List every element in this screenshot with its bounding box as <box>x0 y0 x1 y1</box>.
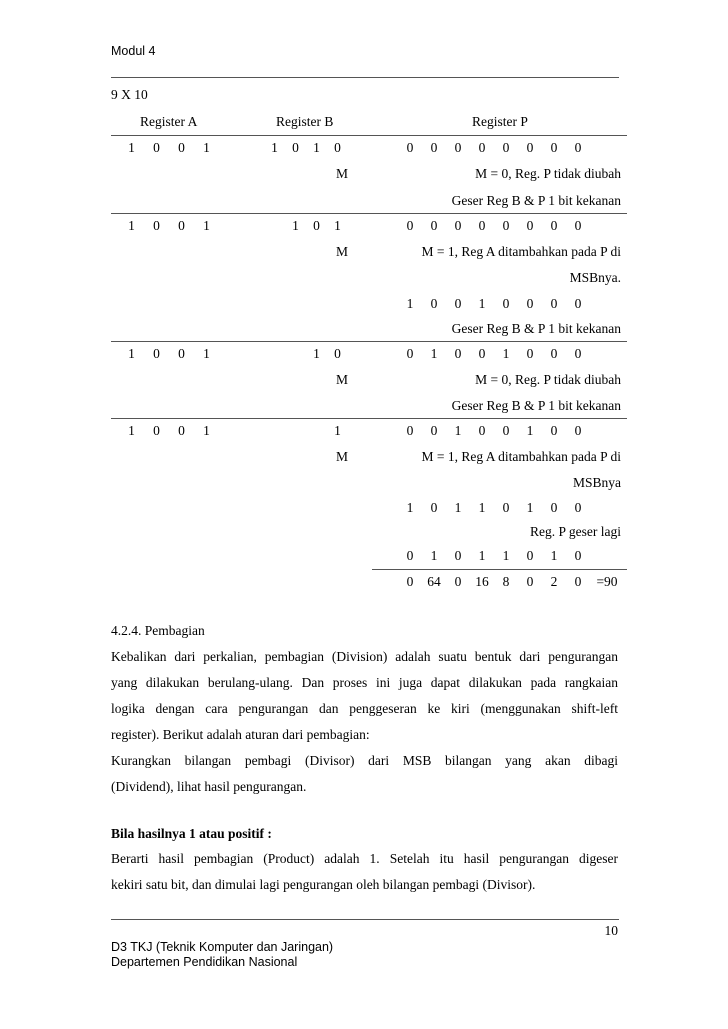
weight: 2 <box>550 574 558 589</box>
bit: 0 <box>454 218 462 233</box>
register-b-bits <box>264 140 348 156</box>
bit: 1 <box>478 548 486 563</box>
bit: 0 <box>550 296 558 311</box>
bit: 1 <box>430 548 438 563</box>
bit: 0 <box>454 296 462 311</box>
step-note: MSBnya <box>572 475 621 490</box>
step-note: Reg. P geser lagi <box>530 524 621 539</box>
step-note: M = 1, Reg A ditambahkan pada P di <box>421 449 621 464</box>
register-p-bits <box>398 423 590 439</box>
register-p-bits <box>398 346 590 362</box>
bit: 0 <box>478 218 486 233</box>
sum-rule <box>372 569 627 570</box>
bit: 1 <box>203 423 210 438</box>
register-a-bits <box>119 423 219 439</box>
step-note: MSBnya. <box>569 270 621 285</box>
bit: 0 <box>178 346 185 361</box>
bit: 1 <box>502 346 510 361</box>
bit: 1 <box>502 548 510 563</box>
weight: 8 <box>502 574 510 589</box>
bit: 1 <box>203 140 210 155</box>
bit: 1 <box>128 140 135 155</box>
bit: 0 <box>574 500 582 515</box>
bit: 0 <box>526 140 534 155</box>
bit: 0 <box>550 346 558 361</box>
bit: 0 <box>502 296 510 311</box>
bit: 1 <box>128 423 135 438</box>
step-note: M = 0, Reg. P tidak diubah <box>475 166 621 181</box>
bit: 0 <box>502 218 510 233</box>
register-p-bits <box>398 296 590 312</box>
bit: 1 <box>454 500 462 515</box>
bit: 0 <box>454 140 462 155</box>
bit: 0 <box>574 140 582 155</box>
bit: 1 <box>292 218 299 233</box>
bit: 1 <box>454 423 462 438</box>
bit: 0 <box>526 548 534 563</box>
bit: 1 <box>550 548 558 563</box>
bit: 0 <box>334 140 341 155</box>
register-b-bits <box>306 346 348 362</box>
bit: 0 <box>478 140 486 155</box>
bit: 1 <box>406 296 414 311</box>
bit: 0 <box>574 218 582 233</box>
weight: 0 <box>526 574 534 589</box>
bit: 0 <box>550 140 558 155</box>
register-p-bits <box>398 500 590 516</box>
example-title: 9 X 10 <box>111 87 148 102</box>
bit: 0 <box>526 218 534 233</box>
bit: 0 <box>574 346 582 361</box>
bit: 1 <box>526 500 534 515</box>
footer-department: Departemen Pendidikan Nasional <box>111 955 298 969</box>
step-note: Geser Reg B & P 1 bit kekanan <box>451 321 621 336</box>
register-a-bits <box>119 346 219 362</box>
multiplier-bit-label: M <box>336 166 349 181</box>
column-header-register-b: Register B <box>276 114 334 129</box>
bit: 1 <box>334 423 341 438</box>
bit: 0 <box>454 548 462 563</box>
bit: 1 <box>203 218 210 233</box>
bit: 0 <box>178 423 185 438</box>
bit-weights <box>398 574 624 590</box>
bit: 0 <box>406 218 414 233</box>
paragraph-line: register). Berikut adalah aturan dari pembagian: <box>111 727 370 742</box>
bit: 0 <box>574 548 582 563</box>
bit: 0 <box>478 346 486 361</box>
bit: 1 <box>313 346 320 361</box>
page-number: 10 <box>604 923 618 938</box>
weight: 0 <box>406 574 414 589</box>
bit: 1 <box>334 218 341 233</box>
multiplier-bit-label: M <box>336 244 349 259</box>
footer-institution: D3 TKJ (Teknik Komputer dan Jaringan) <box>111 940 334 954</box>
register-a-bits <box>119 218 219 234</box>
footer-rule <box>111 919 619 920</box>
register-p-bits <box>398 140 590 156</box>
paragraph-line: (Dividend), lihat hasil pengurangan. <box>111 779 307 794</box>
table-rule <box>111 418 627 419</box>
bit: 0 <box>502 140 510 155</box>
bit: 0 <box>430 423 438 438</box>
bit: 0 <box>430 218 438 233</box>
weight: 0 <box>574 574 582 589</box>
bit: 0 <box>430 140 438 155</box>
paragraph-line: yang dilakukan berulang-ulang. Dan proses ini juga dapat dilakukan pada rangkaian <box>111 675 618 690</box>
register-p-bits <box>398 218 590 234</box>
paragraph-line: Kebalikan dari perkalian, pembagian (Division) adalah suatu bentuk dari pengurangan <box>111 649 618 664</box>
bit: 0 <box>406 423 414 438</box>
table-rule <box>111 135 627 136</box>
register-b-bits <box>327 423 348 439</box>
bit: 0 <box>574 423 582 438</box>
bit: 0 <box>153 218 160 233</box>
bit: 0 <box>430 500 438 515</box>
step-note: M = 0, Reg. P tidak diubah <box>475 372 621 387</box>
paragraph-line: kekiri satu bit, dan dimulai lagi pengurangan oleh bilangan pembagi (Divisor). <box>111 877 536 892</box>
section-heading: 4.2.4. Pembagian <box>111 623 205 638</box>
weight: 16 <box>475 574 489 589</box>
column-header-register-p: Register P <box>472 114 528 129</box>
paragraph-line: Berarti hasil pembagian (Product) adalah 1. Setelah itu hasil pengurangan digeser <box>111 851 618 866</box>
bit: 0 <box>334 346 341 361</box>
table-rule <box>111 213 627 214</box>
step-note: M = 1, Reg A ditambahkan pada P di <box>421 244 621 259</box>
bit: 1 <box>478 296 486 311</box>
bit: 0 <box>502 423 510 438</box>
bit: 1 <box>128 218 135 233</box>
multiplier-bit-label: M <box>336 449 349 464</box>
bit: 0 <box>502 500 510 515</box>
bit: 0 <box>153 140 160 155</box>
column-header-register-a: Register A <box>140 114 198 129</box>
bit: 0 <box>292 140 299 155</box>
bit: 0 <box>430 296 438 311</box>
result-value: =90 <box>596 574 618 589</box>
section-paragraph <box>111 846 618 898</box>
bit: 0 <box>153 423 160 438</box>
bit: 0 <box>153 346 160 361</box>
bit: 0 <box>178 218 185 233</box>
register-p-bits <box>398 548 590 564</box>
bit: 0 <box>406 548 414 563</box>
section-paragraph <box>111 644 618 800</box>
bit: 1 <box>478 500 486 515</box>
register-b-bits <box>285 218 348 234</box>
bit: 0 <box>478 423 486 438</box>
bit: 0 <box>178 140 185 155</box>
subheading: Bila hasilnya 1 atau positif : <box>111 826 272 841</box>
bit: 0 <box>574 296 582 311</box>
bit: 1 <box>271 140 278 155</box>
bit: 0 <box>406 346 414 361</box>
step-note: Geser Reg B & P 1 bit kekanan <box>451 398 621 413</box>
bit: 1 <box>128 346 135 361</box>
bit: 1 <box>203 346 210 361</box>
multiplier-bit-label: M <box>336 372 349 387</box>
register-a-bits <box>119 140 219 156</box>
bit: 0 <box>550 423 558 438</box>
table-rule <box>111 341 627 342</box>
bit: 1 <box>313 140 320 155</box>
bit: 1 <box>430 346 438 361</box>
bit: 0 <box>406 140 414 155</box>
weight: 64 <box>427 574 441 589</box>
bit: 0 <box>550 500 558 515</box>
paragraph-line: logika dengan cara pengurangan dan penggeseran ke kiri (menggunakan shift-left <box>111 701 618 716</box>
bit: 0 <box>526 296 534 311</box>
step-note: Geser Reg B & P 1 bit kekanan <box>451 193 621 208</box>
bit: 0 <box>313 218 320 233</box>
bit: 0 <box>454 346 462 361</box>
weight: 0 <box>454 574 462 589</box>
bit: 1 <box>526 423 534 438</box>
bit: 1 <box>406 500 414 515</box>
header-rule <box>111 77 619 78</box>
running-header: Modul 4 <box>111 44 156 58</box>
bit: 0 <box>526 346 534 361</box>
bit: 0 <box>550 218 558 233</box>
paragraph-line: Kurangkan bilangan pembagi (Divisor) dari MSB bilangan yang akan dibagi <box>111 753 618 768</box>
